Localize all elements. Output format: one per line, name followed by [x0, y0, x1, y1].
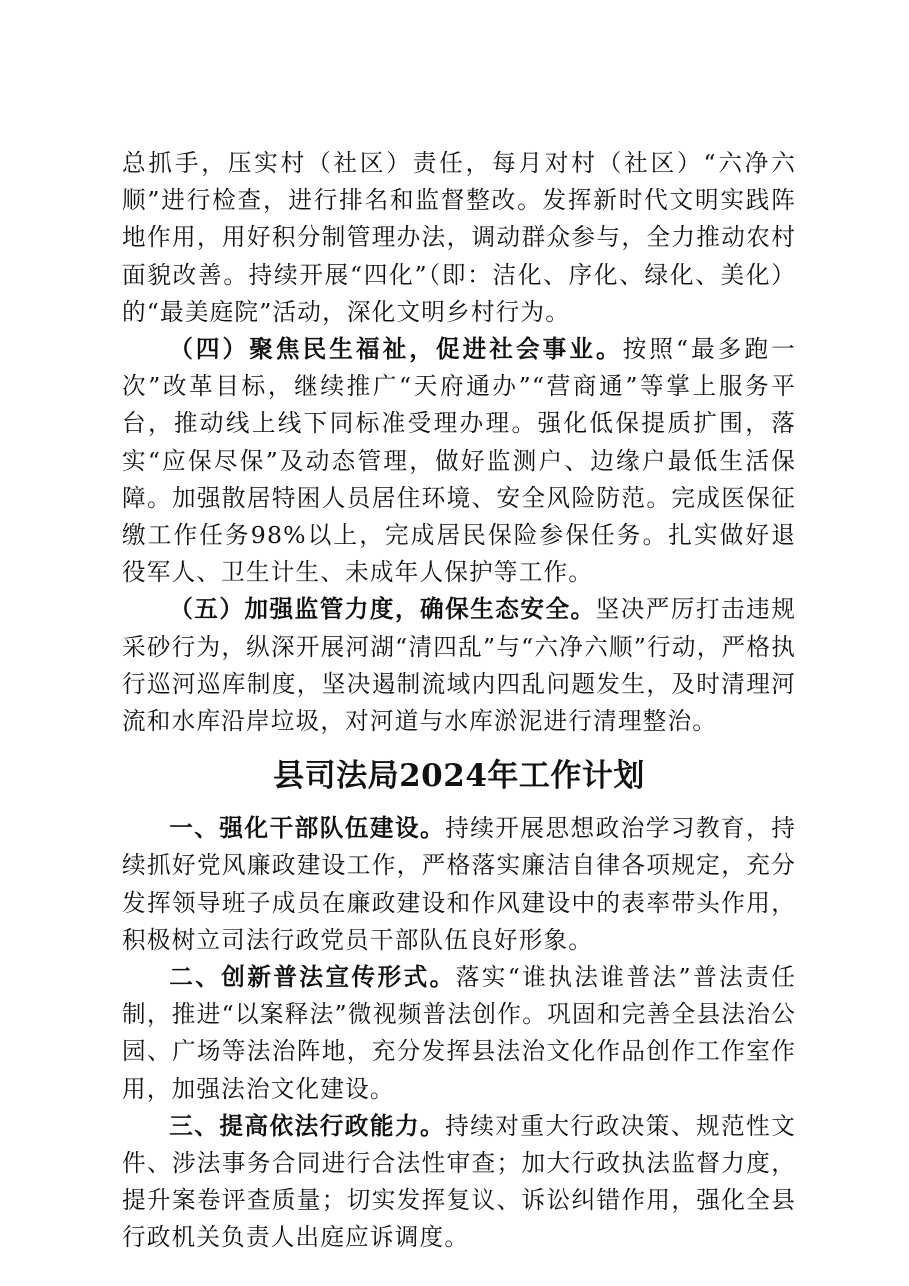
section-four-body: 按照“最多跑一次”改革目标，继续推广“天府通办”“营商通”等掌上服务平台，推动线上线下同标准受理办理。强化低保提质扩围，落实“应保尽保”及动态管理，做好监测户、边缘户最低生活保障。加强散居特困人员居住环境、安全风险防范。完成医保征缴工作任务98%以上，完成居民保险参保任务。扎实做好退役军人、卫生计生、未成年人保护等工作。	[122, 335, 796, 587]
item-three-heading: 三、提高依法行政能力。	[169, 1111, 446, 1140]
section-four-heading: （四）聚焦民生福祉，促进社会事业。	[169, 335, 623, 364]
item-one-heading: 一、强化干部队伍建设。	[169, 814, 446, 843]
item-two-paragraph	[122, 959, 796, 1108]
section-four-paragraph	[122, 331, 796, 591]
section-five-body: 坚决严厉打击违规采砂行为，纵深开展河湖“清四乱”与“六净六顺”行动，严格执行巡河巡库制度，坚决遏制流域内四乱问题发生，及时清理河流和水库沿岸垃圾，对河道与水库淤泥进行清理整治。	[122, 595, 796, 736]
section-five-paragraph	[122, 591, 796, 740]
item-one-body: 持续开展思想政治学习教育，持续抓好党风廉政建设工作，严格落实廉洁自律各项规定，充分发挥领导班子成员在廉政建设和作风建设中的表率带头作用，积极树立司法行政党员干部队伍良好形象。	[122, 814, 796, 954]
item-three-paragraph	[122, 1108, 796, 1257]
item-two-body: 落实“谁执法谁普法”普法责任制，推进“以案释法”微视频普法创作。巩固和完善全县法治公园、广场等法治阵地，充分发挥县法治文化作品创作工作室作用，加强法治文化建设。	[122, 963, 796, 1103]
section-five-heading: （五）加强监管力度，确保生态安全。	[169, 595, 596, 624]
item-one-paragraph	[122, 810, 796, 959]
continued-paragraph: 总抓手，压实村（社区）责任，每月对村（社区）“六净六顺”进行检查，进行排名和监督整改。发挥新时代文明实践阵地作用，用好积分制管理办法，调动群众参与，全力推动农村面貌改善。持续开展“四化”（即：洁化、序化、绿化、美化）的“最美庭院”活动，深化文明乡村行为。	[122, 149, 796, 326]
document-title: 县司法局2024年工作计划	[273, 758, 645, 795]
item-two-heading: 二、创新普法宣传形式。	[169, 963, 456, 992]
item-three-body: 持续对重大行政决策、规范性文件、涉法事务合同进行合法性审查；加大行政执法监督力度，提升案卷评查质量；切实发挥复议、诉讼纠错作用，强化全县行政机关负责人出庭应诉调度。	[122, 1111, 796, 1252]
